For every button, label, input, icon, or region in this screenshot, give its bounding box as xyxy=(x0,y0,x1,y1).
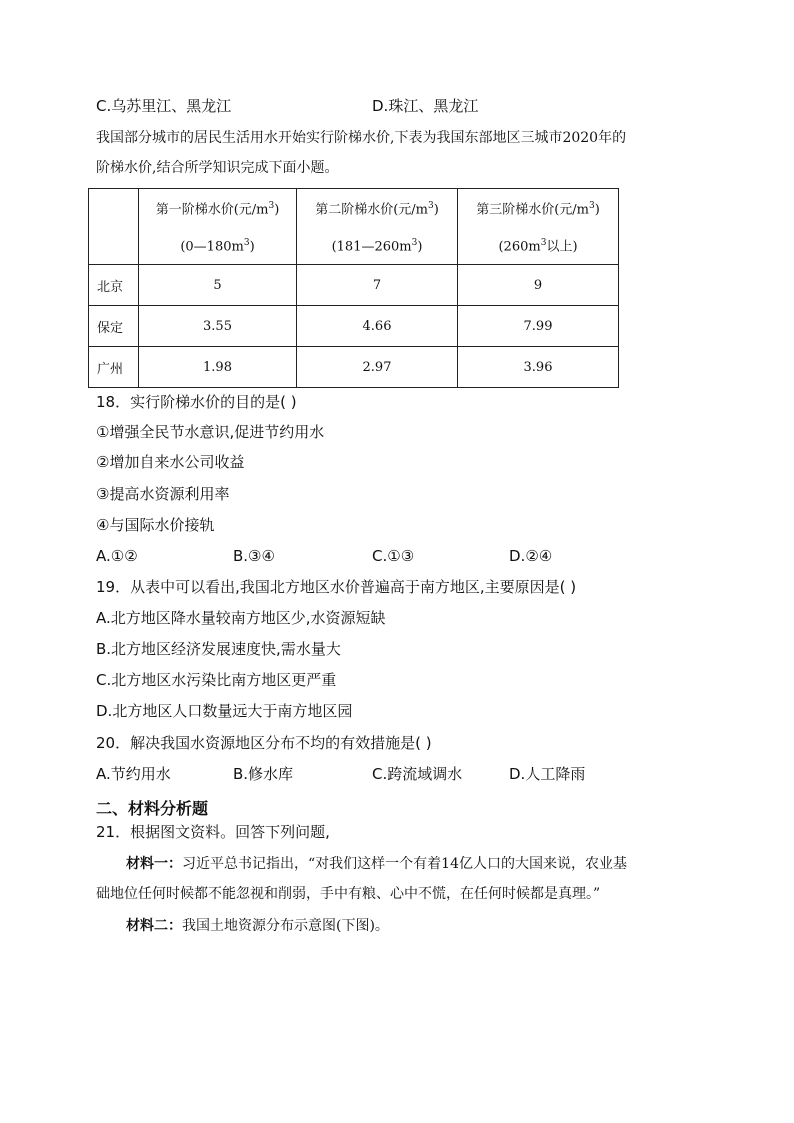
material-1-line-2: 础地位任何时候都不能忽视和削弱，手中有粮、心中不慌，在任何时候都是真理。” xyxy=(96,886,601,902)
material-2-line: 材料二：我国土地资源分布示意图(下图)。 xyxy=(126,918,389,934)
header-tier-3: 第三阶梯水价(元$/m^3$) ($260m^3$以上) xyxy=(458,189,619,265)
material-1-label: 材料一： xyxy=(126,856,182,872)
table-row xyxy=(89,347,619,388)
q18-item: ③提高水资源利用率 xyxy=(96,485,230,503)
section-title: 二、材料分析题 xyxy=(96,799,209,818)
material-2-label: 材料二： xyxy=(126,918,182,934)
q18-option-b: B.③④ xyxy=(233,547,275,565)
table-row xyxy=(89,306,619,347)
q20-option-a: A.节约用水 xyxy=(96,765,171,783)
table-corner-cell xyxy=(89,189,139,265)
material-1-line-1: 材料一：习近平总书记指出，“对我们这样一个有着14亿人口的大国来说，农业基 xyxy=(126,856,627,872)
q18-stem: 18．实行阶梯水价的目的是( ) xyxy=(96,393,297,411)
value-cell: 2.97 xyxy=(297,347,458,388)
value-cell: 3.96 xyxy=(458,347,619,388)
q18-item: ④与国际水价接轨 xyxy=(96,516,215,534)
value-cell: 3.55 xyxy=(139,306,297,347)
value-cell: 7 xyxy=(297,265,458,306)
table-header-row xyxy=(89,189,619,265)
water-price-table xyxy=(88,188,619,388)
q20-option-b: B.修水库 xyxy=(233,765,294,783)
q19-option-c: C.北方地区水污染比南方地区更严重 xyxy=(96,671,337,689)
value-cell: 9 xyxy=(458,265,619,306)
q18-option-d: D.②④ xyxy=(509,547,553,565)
table-row xyxy=(89,265,619,306)
option-c: C.乌苏里江、黑龙江 xyxy=(96,97,232,115)
q19-option-b: B.北方地区经济发展速度快,需水量大 xyxy=(96,640,341,658)
q19-option-a: A.北方地区降水量较南方地区少,水资源短缺 xyxy=(96,609,386,627)
value-cell: 4.66 xyxy=(297,306,458,347)
intro-line-1: 我国部分城市的居民生活用水开始实行阶梯水价,下表为我国东部地区三城市2020年的 xyxy=(96,130,627,146)
q21-stem: 21．根据图文资料。回答下列问题, xyxy=(96,823,330,841)
option-d: D.珠江、黑龙江 xyxy=(372,97,479,115)
q18-item: ①增强全民节水意识,促进节约用水 xyxy=(96,423,325,441)
q20-option-c: C.跨流域调水 xyxy=(372,765,463,783)
q20-option-d: D.人工降雨 xyxy=(509,765,586,783)
header-tier-1: 第一阶梯水价(元$/m^3$) $(0—180m^3)$ xyxy=(139,189,297,265)
intro-line-2: 阶梯水价,结合所学知识完成下面小题。 xyxy=(96,160,339,176)
city-cell: 广州 xyxy=(89,347,139,388)
q20-stem: 20．解决我国水资源地区分布不均的有效措施是( ) xyxy=(96,734,432,752)
city-cell: 北京 xyxy=(89,265,139,306)
q19-option-d: D.北方地区人口数量远大于南方地区园 xyxy=(96,702,353,720)
q18-option-c: C.①③ xyxy=(372,547,415,565)
header-tier-2: 第二阶梯水价(元$/m^3$) $(181—260m^3)$ xyxy=(297,189,458,265)
q18-item: ②增加自来水公司收益 xyxy=(96,453,245,471)
value-cell: 7.99 xyxy=(458,306,619,347)
city-cell: 保定 xyxy=(89,306,139,347)
value-cell: 1.98 xyxy=(139,347,297,388)
value-cell: 5 xyxy=(139,265,297,306)
q19-stem: 19．从表中可以看出,我国北方地区水价普遍高于南方地区,主要原因是( ) xyxy=(96,578,577,596)
q18-option-a: A.①② xyxy=(96,547,138,565)
